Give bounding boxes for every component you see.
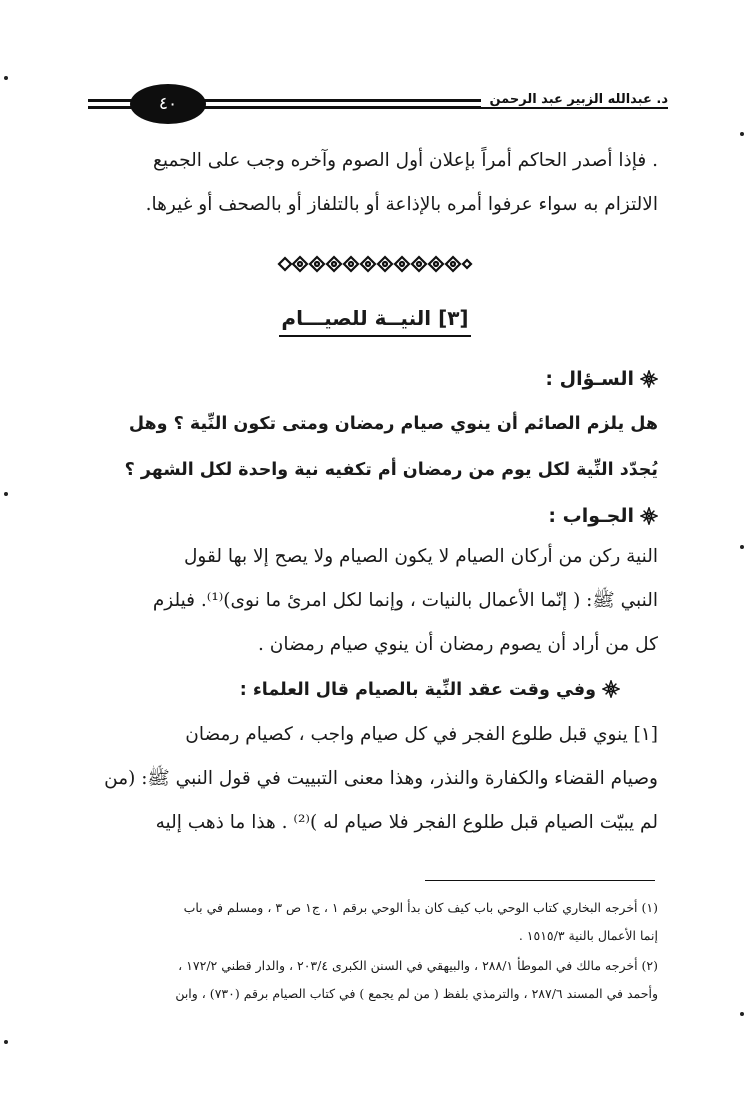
page-number: ٤٠ [130, 84, 206, 124]
intro-line: . فإذا أصدر الحاكم أمراً بإعلان أول الصوم وآخره وجب على الجميع [153, 150, 658, 171]
section-title-text: [٣] النيــة للصيـــام [279, 306, 470, 337]
footnote-line: (٢) أخرجه مالك في الموطأ ٢٨٨/١ ، والبيهقي في السنن الكبرى ٢٠٣/٤ ، والدار قطني ١٧٢/٢ ، [178, 958, 658, 973]
question-line: يُجدّد النِّية لكل يوم من رمضان أم تكفيه نية واحدة لكل الشهر ؟ [124, 460, 658, 480]
footnote-separator [425, 880, 655, 881]
scan-speck [4, 76, 8, 80]
footnote-line: وأحمد في المسند ٢٨٧/٦ ، والترمذي بلفظ ( من لم يجمع ) في كتاب الصيام برقم (٧٣٠) ، وابن [175, 986, 658, 1001]
answer-line: النبي ﷺ: ( إنّما الأعمال بالنيات ، وإنما لكل امرئ ما نوى)⁽¹⁾. فيلزم [152, 590, 658, 611]
intro-line: الالتزام به سواء عرفوا أمره بالإذاعة أو بالتلفاز أو بالصحف أو غيرها. [145, 194, 658, 215]
scan-speck [740, 545, 744, 549]
answer-heading [548, 505, 658, 527]
point-line: [١] ينوي قبل طلوع الفجر في كل صيام واجب ، كصيام رمضان [185, 724, 658, 745]
point-line: وصيام القضاء والكفارة والنذر، وهذا معنى التبييت في قول النبي ﷺ: (من [104, 768, 658, 789]
flower-icon [602, 680, 620, 698]
page-header [88, 84, 668, 128]
scan-speck [4, 1040, 8, 1044]
answer-line: كل من أراد أن يصوم رمضان أن ينوي صيام رمضان . [258, 634, 658, 655]
ornament-divider [275, 254, 475, 274]
answer-label: الجـواب : [548, 505, 634, 527]
question-line: هل يلزم الصائم أن ينوي صيام رمضان ومتى تكون النِّية ؟ وهل [128, 414, 658, 434]
scan-speck [740, 1012, 744, 1016]
scan-speck [740, 132, 744, 136]
scan-speck [4, 492, 8, 496]
header-author: د. عبدالله الزبير عبد الرحمن [481, 92, 668, 107]
subheading-text: وفي وقت عقد النِّية بالصيام قال العلماء : [239, 680, 596, 700]
section-title [0, 306, 750, 330]
footnote-line: إنما الأعمال بالنية ١٥١٥/٣ . [518, 928, 658, 943]
question-heading [545, 368, 658, 390]
answer-line: النية ركن من أركان الصيام لا يكون الصيام ولا يصح إلا بها لقول [183, 546, 658, 567]
flower-icon [640, 507, 658, 525]
point-line: لم يبيّت الصيام قبل طلوع الفجر فلا صيام له )⁽²⁾ . هذا ما ذهب إليه [155, 812, 658, 833]
timing-subheading [240, 680, 620, 700]
footnote-line: (١) أخرجه البخاري كتاب الوحي باب كيف كان بدأ الوحي برقم ١ ، ج١ ص ٣ ، ومسلم في باب [183, 900, 658, 915]
flower-icon [640, 370, 658, 388]
question-label: السـؤال : [545, 368, 634, 390]
